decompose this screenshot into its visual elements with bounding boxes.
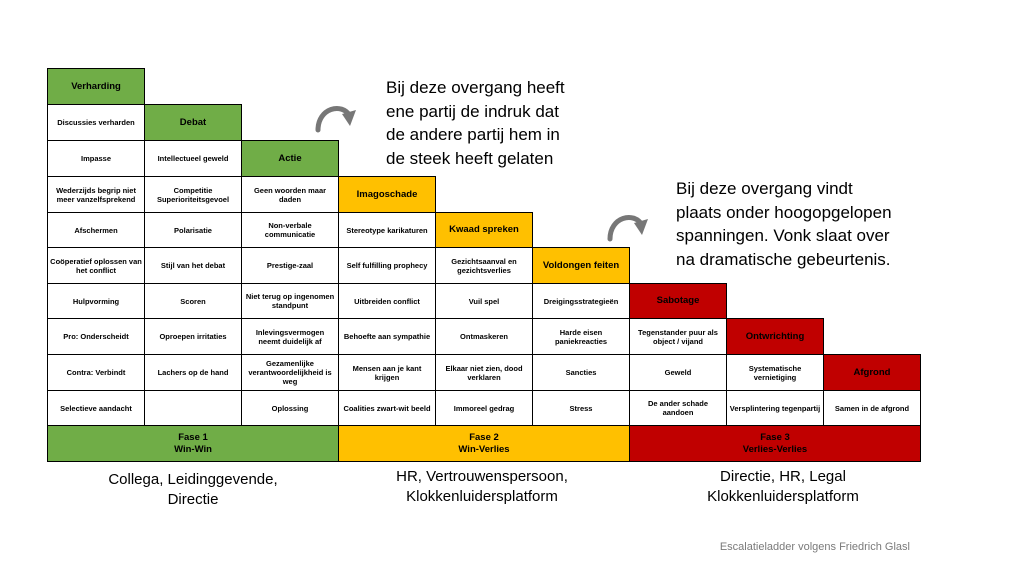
stage-cell: Impasse [47, 140, 145, 177]
phase-title: Fase 2 [469, 432, 499, 444]
stage-cell: Discussies verharden [47, 104, 145, 141]
stage-cell: Harde eisen paniekreacties [532, 318, 630, 355]
stage-cell: Versplintering tegenpartij [726, 390, 824, 426]
stage-header: Debat [144, 104, 242, 141]
phase-subtitle: Win-Verlies [458, 443, 510, 455]
stage-cell: Gezichtsaanval en gezichtsverlies [435, 247, 533, 284]
stage-cell: Intellectueel geweld [144, 140, 242, 177]
phase-subtitle: Verlies-Verlies [742, 443, 808, 455]
stage-cell: Self fulfilling prophecy [338, 247, 436, 284]
phase-1-caption: Collega, Leidinggevende, Directie [108, 471, 278, 508]
transition-note-2: Bij deze overgang vindt plaats onder hoogopgelopen spanningen. Vonk slaat over na dramatische gebeurtenis. [676, 179, 892, 269]
stage-cell: Selectieve aandacht [47, 390, 145, 426]
stage-cell: Wederzijds begrip niet meer vanzelfsprekend [47, 176, 145, 213]
stage-cell: Sancties [532, 354, 630, 391]
stage-cell: Non-verbale communicatie [241, 212, 339, 248]
curved-arrow-icon [604, 207, 652, 243]
phase-title: Fase 1 [178, 432, 208, 444]
stage-cell: Pro: Onderscheidt [47, 318, 145, 355]
stage-cell: De ander schade aandoen [629, 390, 727, 426]
stage-cell: Stijl van het debat [144, 247, 242, 284]
stage-cell: Systematische vernietiging [726, 354, 824, 391]
stage-cell: Mensen aan je kant krijgen [338, 354, 436, 391]
stage-cell: Scoren [144, 283, 242, 319]
curved-arrow-icon [312, 98, 360, 134]
stage-cell: Geen woorden maar daden [241, 176, 339, 213]
stage-cell: Uitbreiden conflict [338, 283, 436, 319]
stage-cell: Polarisatie [144, 212, 242, 248]
stage-cell: Geweld [629, 354, 727, 391]
phase-3-caption: Directie, HR, Legal Klokkenluidersplatform [707, 468, 859, 505]
phase-bar [629, 425, 921, 462]
stage-header: Afgrond [823, 354, 921, 391]
stage-cell: Afschermen [47, 212, 145, 248]
phase-subtitle: Win-Win [174, 443, 212, 455]
stage-cell: Stereotype karikaturen [338, 212, 436, 248]
stage-header: Ontwrichting [726, 318, 824, 355]
stage-header: Voldongen feiten [532, 247, 630, 284]
stage-cell: Tegenstander puur als object / vijand [629, 318, 727, 355]
stage-cell: Oplossing [241, 390, 339, 426]
stage-header: Imagoschade [338, 176, 436, 213]
stage-cell: Niet terug op ingenomen standpunt [241, 283, 339, 319]
stage-cell: Dreigingsstrategieën [532, 283, 630, 319]
stage-header: Actie [241, 140, 339, 177]
credit-text: Escalatieladder volgens Friedrich Glasl [719, 541, 910, 553]
stage-cell: Stress [532, 390, 630, 426]
stage-cell: Ontmaskeren [435, 318, 533, 355]
stage-cell: Vuil spel [435, 283, 533, 319]
stage-cell: Elkaar niet zien, dood verklaren [435, 354, 533, 391]
transition-note-1: Bij deze overgang heeft ene partij de indruk dat de andere partij hem in de steek heeft gelaten [386, 78, 565, 168]
stage-cell [144, 390, 242, 426]
phase-bar [47, 425, 339, 462]
stage-cell: Coalities zwart-wit beeld [338, 390, 436, 426]
stage-cell: Competitie Superioriteitsgevoel [144, 176, 242, 213]
stage-cell: Behoefte aan sympathie [338, 318, 436, 355]
stage-cell: Samen in de afgrond [823, 390, 921, 426]
phase-2-caption: HR, Vertrouwenspersoon, Klokkenluidersplatform [396, 468, 568, 505]
phase-bar [338, 425, 630, 462]
stage-cell: Immoreel gedrag [435, 390, 533, 426]
phase-title: Fase 3 [760, 432, 790, 444]
stage-cell: Prestige-zaal [241, 247, 339, 284]
stage-cell: Hulpvorming [47, 283, 145, 319]
stage-cell: Inlevingsvermogen neemt duidelijk af [241, 318, 339, 355]
stage-cell: Gezamenlijke verantwoordelijkheid is weg [241, 354, 339, 391]
stage-header: Kwaad spreken [435, 212, 533, 248]
stage-cell: Contra: Verbindt [47, 354, 145, 391]
stage-header: Verharding [47, 68, 145, 105]
stage-cell: Lachers op de hand [144, 354, 242, 391]
stage-cell: Oproepen irritaties [144, 318, 242, 355]
stage-header: Sabotage [629, 283, 727, 319]
stage-cell: Coöperatief oplossen van het conflict [47, 247, 145, 284]
